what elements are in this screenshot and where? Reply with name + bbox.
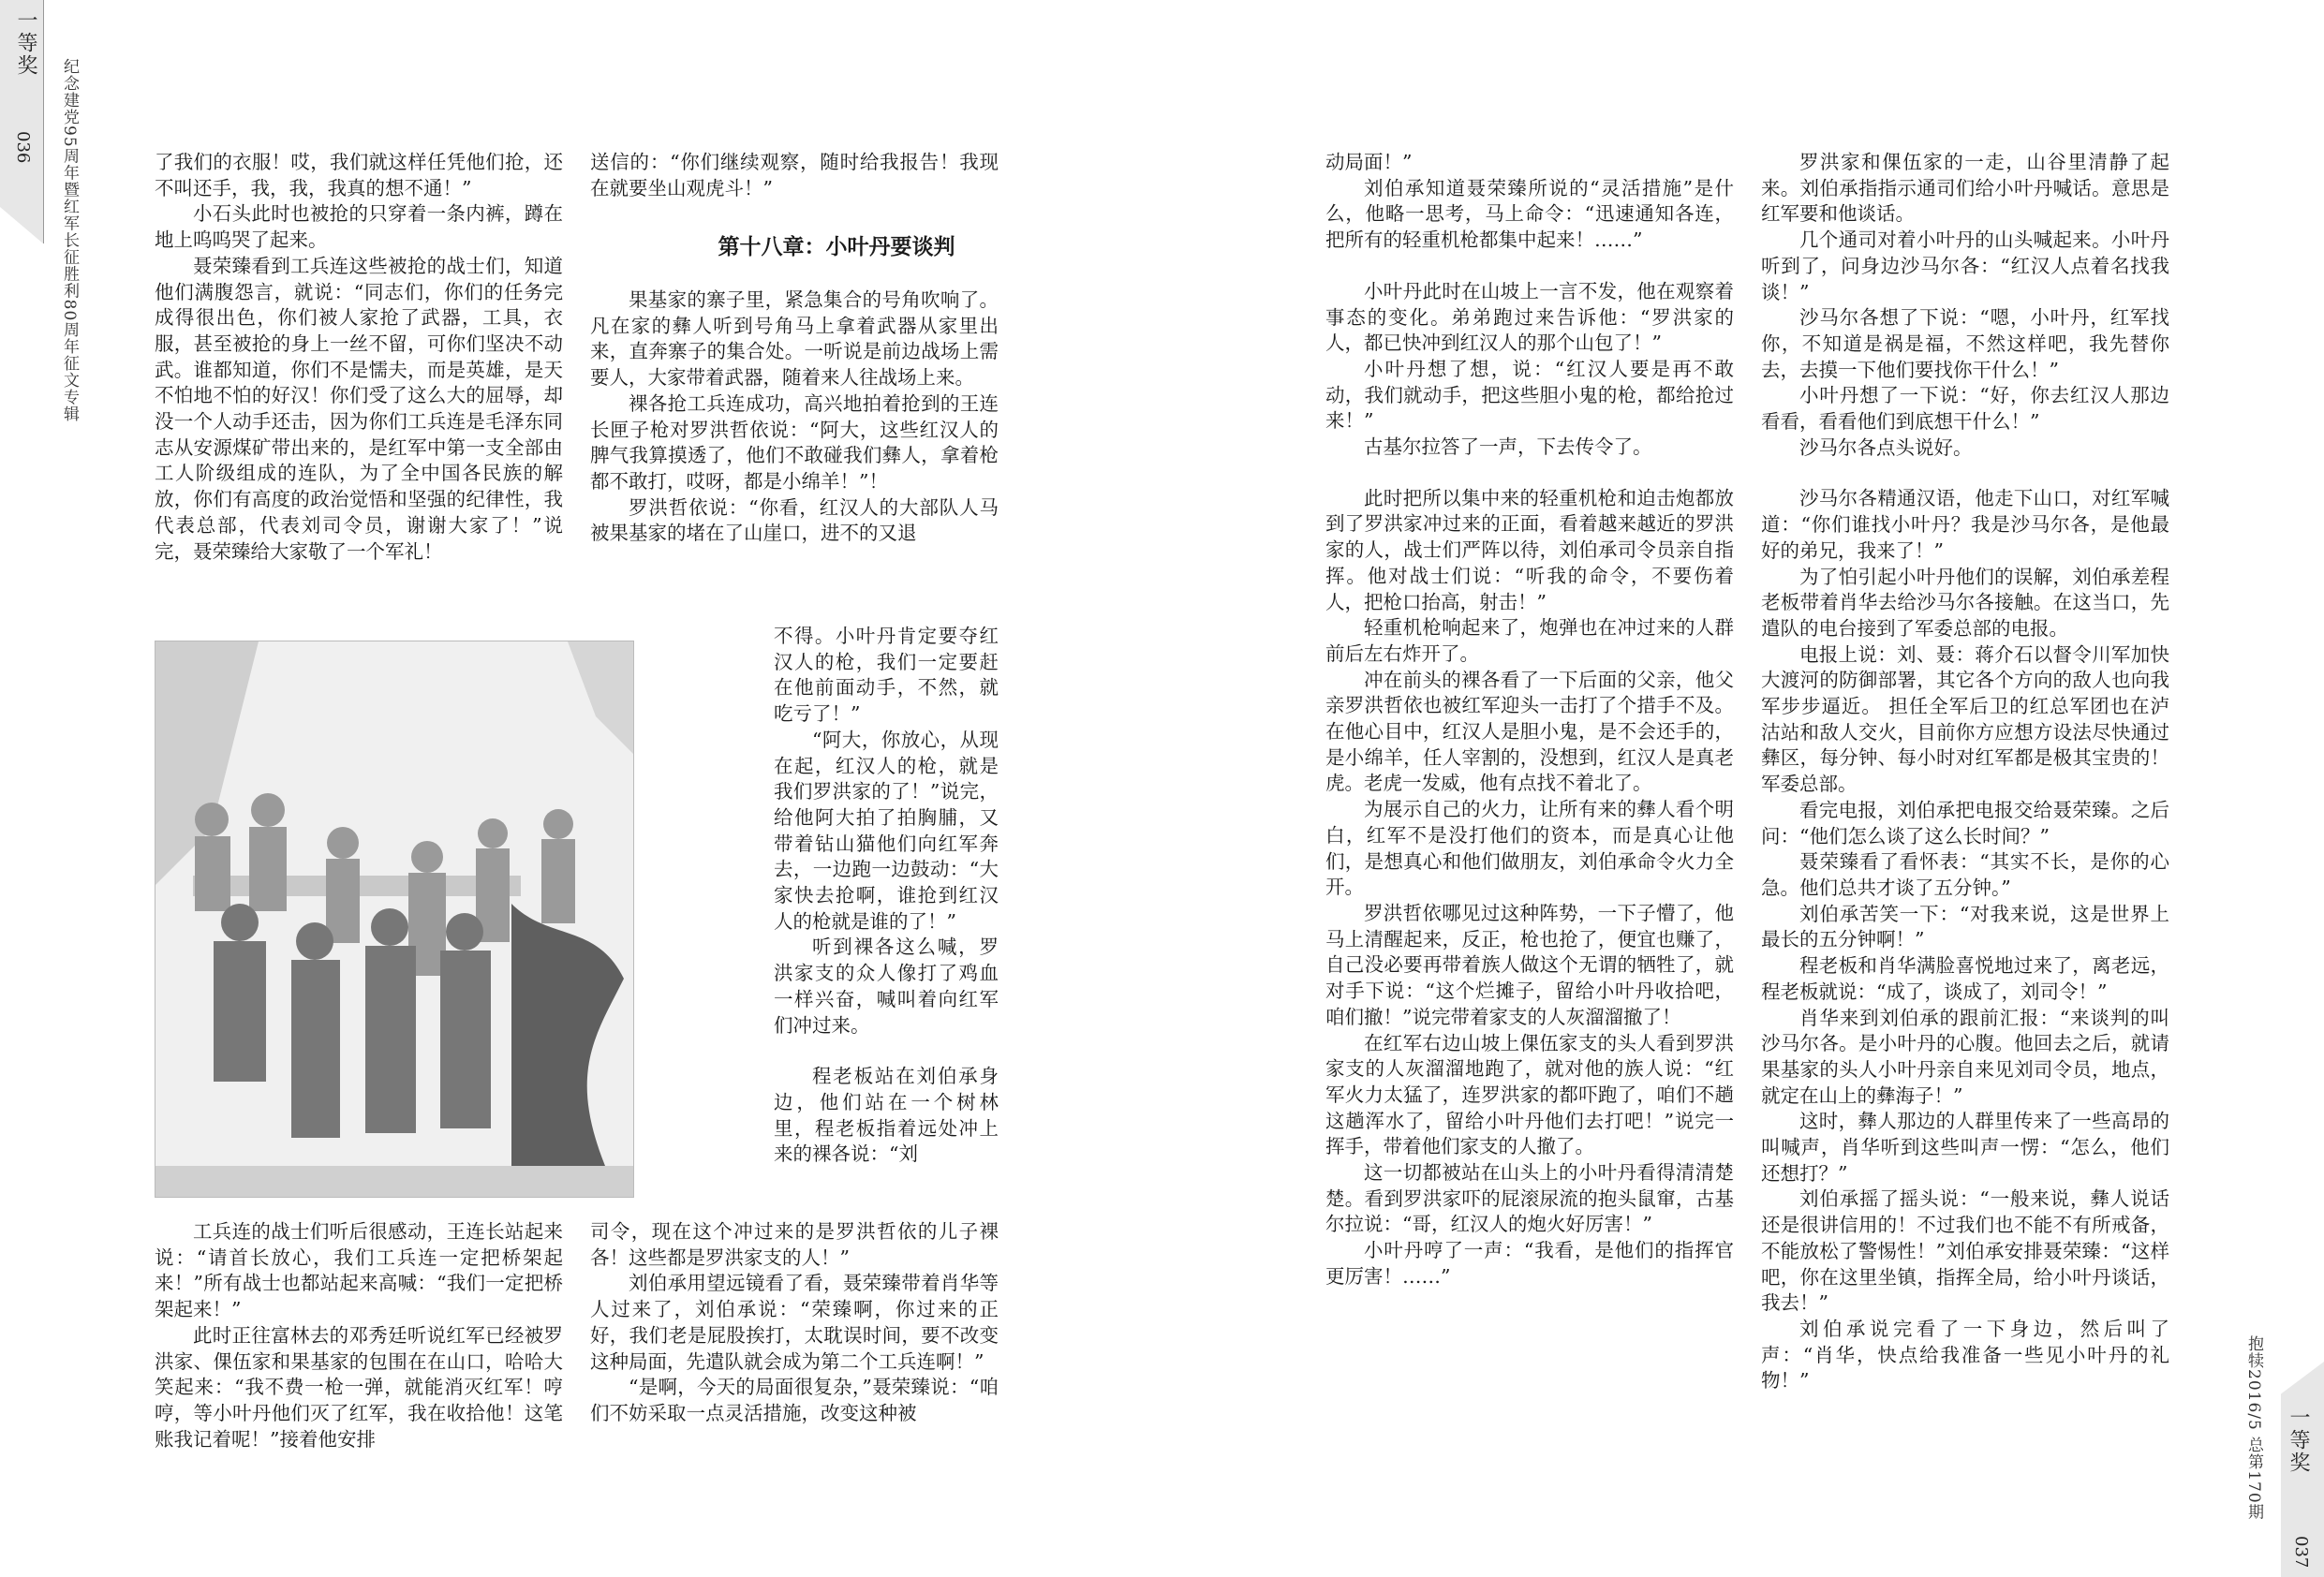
paragraph: 工兵连的战士们听后很感动，王连长站起来说：“请首长放心，我们工兵连一定把桥架起来！”所有战士也都站起来高喊：“我们一定把桥架起来！”	[155, 1220, 563, 1321]
paragraph: 刘伯承摇了摇头说：“一般来说，彝人说话还是很讲信用的！不过我们也不能不有所戒备，不能放松了警惕性！”刘伯承安排聂荣臻：“这样吧，你在这里坐镇，指挥全局，给小叶丹谈话，我去！”	[1761, 1187, 2169, 1315]
paragraph: 小叶丹想了一下说：“好，你去红汉人那边看看，看看他们到底想干什么！”	[1761, 384, 2169, 434]
page-number-right: 037	[2291, 1535, 2311, 1568]
award-grade-label: 一等奖	[14, 9, 37, 77]
paragraph: 几个通司对着小叶丹的山头喊起来。小叶丹听到了，问身边沙马尔各：“红汉人点着名找我谈！”	[1761, 228, 2169, 303]
column-1-top	[155, 150, 563, 565]
left-running-head	[0, 0, 94, 487]
paragraph: 此时正往富林去的邓秀廷听说红军已经被罗洪家、倮伍家和果基家的包围在在山口，哈哈大笑起来：“我不费一枪一弹，就能消灭红军！哼哼，等小叶丹他们灭了红军，我在收拾他！这笔账我记着呢！”接着他安排	[155, 1323, 563, 1451]
paragraph: 冲在前头的裸各看了一下后面的父亲，他父亲罗洪哲依也被红军迎头一击打了个措手不及。在他心目中，红汉人是胆小鬼，是不会还手的，是小绵羊，任人宰割的，没想到，红汉人是真老虎。老虎一发威，他有点找不着北了。	[1325, 668, 1734, 795]
special-issue-title: 纪念建党95周年暨红军长征胜利80周年征文专辑	[60, 58, 79, 423]
paragraph: 小叶丹此时在山坡上一言不发，他在观察着事态的变化。弟弟跑过来告诉他：“罗洪家的人，都已快冲到红汉人的那个山包了！”	[1325, 279, 1734, 355]
paragraph: 果基家的寨子里，紧急集合的号角吹响了。凡在家的彝人听到号角马上拿着武器从家里出来，直奔寨子的集合处。一听说是前边战场上需要人，大家带着武器，随着来人往战场上来。	[590, 288, 999, 390]
paragraph: “是啊，今天的局面很复杂，”聂荣臻说：“咱们不妨采取一点灵活措施，改变这种被	[590, 1376, 999, 1424]
left-tab-divider	[43, 0, 44, 243]
paragraph: 刘伯承苦笑一下：“对我来说，这是世界上最长的五分钟啊！”	[1761, 902, 2169, 951]
paragraph: 沙马尔各想了下说：“嗯，小叶丹，红军找你，不知道是祸是福，不然这样吧，我先替你去，去摸一下他们要找你干什么！”	[1761, 306, 2169, 381]
column-4	[1761, 150, 2169, 1394]
paragraph: 小石头此时也被抢的只穿着一条内裤，蹲在地上呜呜哭了起来。	[155, 202, 563, 252]
paragraph: 聂荣臻看了看怀表：“其实不长，是你的心急。他们总共才谈了五分钟。”	[1761, 850, 2169, 899]
paragraph: 动局面！”	[1325, 151, 1413, 173]
paragraph: 沙马尔各精通汉语，他走下山口，对红军喊道：“你们谁找小叶丹？我是沙马尔各，是他最好的弟兄，我来了！”	[1761, 487, 2169, 562]
paragraph: 肖华来到刘伯承的跟前汇报：“来谈判的叫沙马尔各。是小叶丹的心腹。他回去之后，就请果基家的头人小叶丹亲自来见刘司令员，地点，就定在山上的彝海子！”	[1761, 1006, 2169, 1107]
right-running-head	[2212, 1109, 2324, 1577]
column-2-top	[590, 150, 999, 201]
paragraph: 此时把所以集中来的轻重机枪和迫击炮都放到了罗洪家冲过来的正面，看着越来越近的罗洪家的人，战士们严阵以待，刘伯承司令员亲自指挥。他对战士们说：“听我的命令，不要伤着人，把枪口抬高，射击！”	[1325, 486, 1734, 613]
paragraph: 刘伯承用望远镜看了看，聂荣臻带着肖华等人过来了，刘伯承说：“荣臻啊，你过来的正好，我们老是屁股挨打，太耽误时间，要不改变这种局面，先遣队就会成为第二个工兵连啊！”	[590, 1272, 999, 1373]
paragraph: 罗洪哲依说：“你看，红汉人的大部队人马被果基家的堵在了山崖口，进不的又退	[590, 495, 999, 545]
illustration-sketch	[155, 641, 633, 1197]
paragraph: 罗洪哲依哪见过这种阵势，一下子懵了，他马上清醒起来，反正，枪也抢了，便宜也赚了，自己没必要再带着族人做这个无谓的牺牲了，就对手下说：“这个烂摊子，留给小叶丹收拾吧，咱们撤！”说完带着家支的人灰溜溜撤了！	[1325, 901, 1734, 1028]
paragraph: 这一切都被站在山头上的小叶丹看得清清楚楚。看到罗洪家吓的屁滚尿流的抱头鼠窜，古基尔拉说：“哥，红汉人的炮火好厉害！”	[1325, 1161, 1734, 1236]
paragraph: 为了怕引起小叶丹他们的误解，刘伯承差程老板带着肖华去给沙马尔各接触。在这当口，先遣队的电台接到了军委总部的电报。	[1761, 565, 2169, 640]
paragraph: 电报上说：刘、聂：蒋介石以督令川军加快大渡河的防御部署，其它各个方向的敌人也向我军步步逼近。 担任全军后卫的红总军团也在泸沽站和敌人交火，目前你方应想方设法尽快通过彝区，每分钟、每小时对红军都是极其宝贵的！军委总部。	[1761, 642, 2169, 796]
paragraph: 送信的：“你们继续观察，随时给我报告！我现在就要坐山观虎斗！”	[590, 151, 999, 199]
paragraph: 裸各抢工兵连成功，高兴地拍着抢到的王连长匣子枪对罗洪哲依说：“阿大，这些红汉人的脾气我算摸透了，他们不敢碰我们彝人，拿着枪都不敢打，哎呀，都是小绵羊！”！	[590, 391, 999, 493]
award-grade-label: 一等奖	[2287, 1407, 2310, 1474]
page-number-left: 036	[13, 131, 33, 164]
column-1-bottom	[155, 1219, 563, 1452]
paragraph: 在红军右边山坡上倮伍家支的头人看到罗洪家支的人灰溜溜地跑了，就对他的族人说：“红军火力太猛了，连罗洪家的都吓跑了，咱们不趟这趟浑水了，留给小叶丹他们去打吧！”说完一挥手，带着他们家支的人撤了。	[1325, 1031, 1734, 1158]
paragraph: 罗洪家和倮伍家的一走，山谷里清静了起来。刘伯承指指示通司们给小叶丹喊话。意思是红军要和他谈话。	[1761, 151, 2169, 226]
paragraph: 不得。小叶丹肯定要夺红汉人的枪，我们一定要赶在他前面动手，不然，就吃亏了！”	[774, 625, 999, 726]
paragraph: 了我们的衣服！哎，我们就这样任凭他们抢，还不叫还手，我，我，我真的想不通！”	[155, 151, 563, 199]
column-2-mid	[590, 287, 999, 547]
paragraph: 刘伯承知道聂荣臻所说的“灵活措施”是什么，他略一思考，马上命令：“迅速通知各连，把所有的轻重机枪都集中起来！……”	[1325, 176, 1734, 252]
paragraph: 看完电报，刘伯承把电报交给聂荣臻。之后问：“他们怎么谈了这么长时间？”	[1761, 798, 2169, 847]
paragraph: 为展示自己的火力，让所有来的彝人看个明白，红军不是没打他们的资本，而是真心让他们，是想真心和他们做朋友，刘伯承命令火力全开。	[1325, 798, 1734, 899]
story-illustration	[155, 641, 634, 1198]
paragraph: 沙马尔各点头说好。	[1799, 435, 1973, 459]
paragraph: “阿大，你放心，从现在起，红汉人的枪，就是我们罗洪家的了！”说完，给他阿大拍了拍胸脯，又带着钻山猫他们向红军奔去，一边跑一边鼓动：“大家快去抢啊，谁抢到红汉人的枪就是谁的了！”	[774, 728, 999, 933]
paragraph: 小叶丹想了想，说：“红汉人要是再不敢动，我们就动手，把这些胆小鬼的枪，都给抢过来！”	[1325, 357, 1734, 433]
paragraph: 听到裸各这么喊，罗洪家支的众人像打了鸡血一样兴奋，喊叫着向红军们冲过来。	[774, 936, 999, 1037]
column-2-bottom	[590, 1219, 999, 1427]
paragraph: 刘伯承说完看了一下身边，然后叫了声：“肖华，快点给我准备一些见小叶丹的礼物！”	[1761, 1317, 2169, 1393]
paragraph: 轻重机枪响起来了，炮弹也在冲过来的人群前后左右炸开了。	[1325, 616, 1734, 665]
paragraph: 程老板站在刘伯承身边，他们站在一个树林里，程老板指着远处冲上来的裸各说：“刘	[774, 1065, 999, 1166]
paragraph: 这时，彝人那边的人群里传来了一些高昂的叫喊声，肖华听到这些叫声一愣：“怎么，他们还想打？”	[1761, 1110, 2169, 1185]
paragraph: 程老板和肖华满脸喜悦地过来了，离老远，程老板就说：“成了，谈成了，刘司令！”	[1761, 954, 2169, 1003]
paragraph: 古基尔拉答了一声，下去传令了。	[1364, 435, 1652, 459]
paragraph: 聂荣臻看到工兵连这些被抢的战士们，知道他们满腹怨言，就说：“同志们，你们的任务完成得很出色，你们被人家抢了武器，工具，衣服，甚至被抢的身上一丝不留，可你们坚决不动武。谁都知道，你们不是懦夫，而是英雄，是天不怕地不怕的好汉！你们受了这么大的屈辱，却没一个人动手还击，因为你们工兵连是毛泽东同志从安源煤矿带出来的，是红军中第一支全部由工人阶级组成的连队，为了全中国各民族的解放，你们有高度的政治觉悟和坚强的纪律性，我代表总部，代表刘司令员，谢谢大家了！”说完，聂荣臻给大家敬了一个军礼！	[155, 254, 563, 563]
issue-info: 抱犊2016/5 总第170期	[2244, 1335, 2263, 1521]
right-page	[1162, 0, 2324, 1577]
column-2-narrow	[774, 624, 999, 1168]
column-3	[1325, 150, 1734, 1290]
chapter-title: 第十八章：小叶丹要谈判	[718, 235, 955, 259]
paragraph: 小叶丹哼了一声：“我看，是他们的指挥官更厉害！……”	[1325, 1239, 1734, 1288]
paragraph: 司令，现在这个冲过来的是罗洪哲依的儿子裸各！这些都是罗洪家支的人！”	[590, 1220, 999, 1269]
